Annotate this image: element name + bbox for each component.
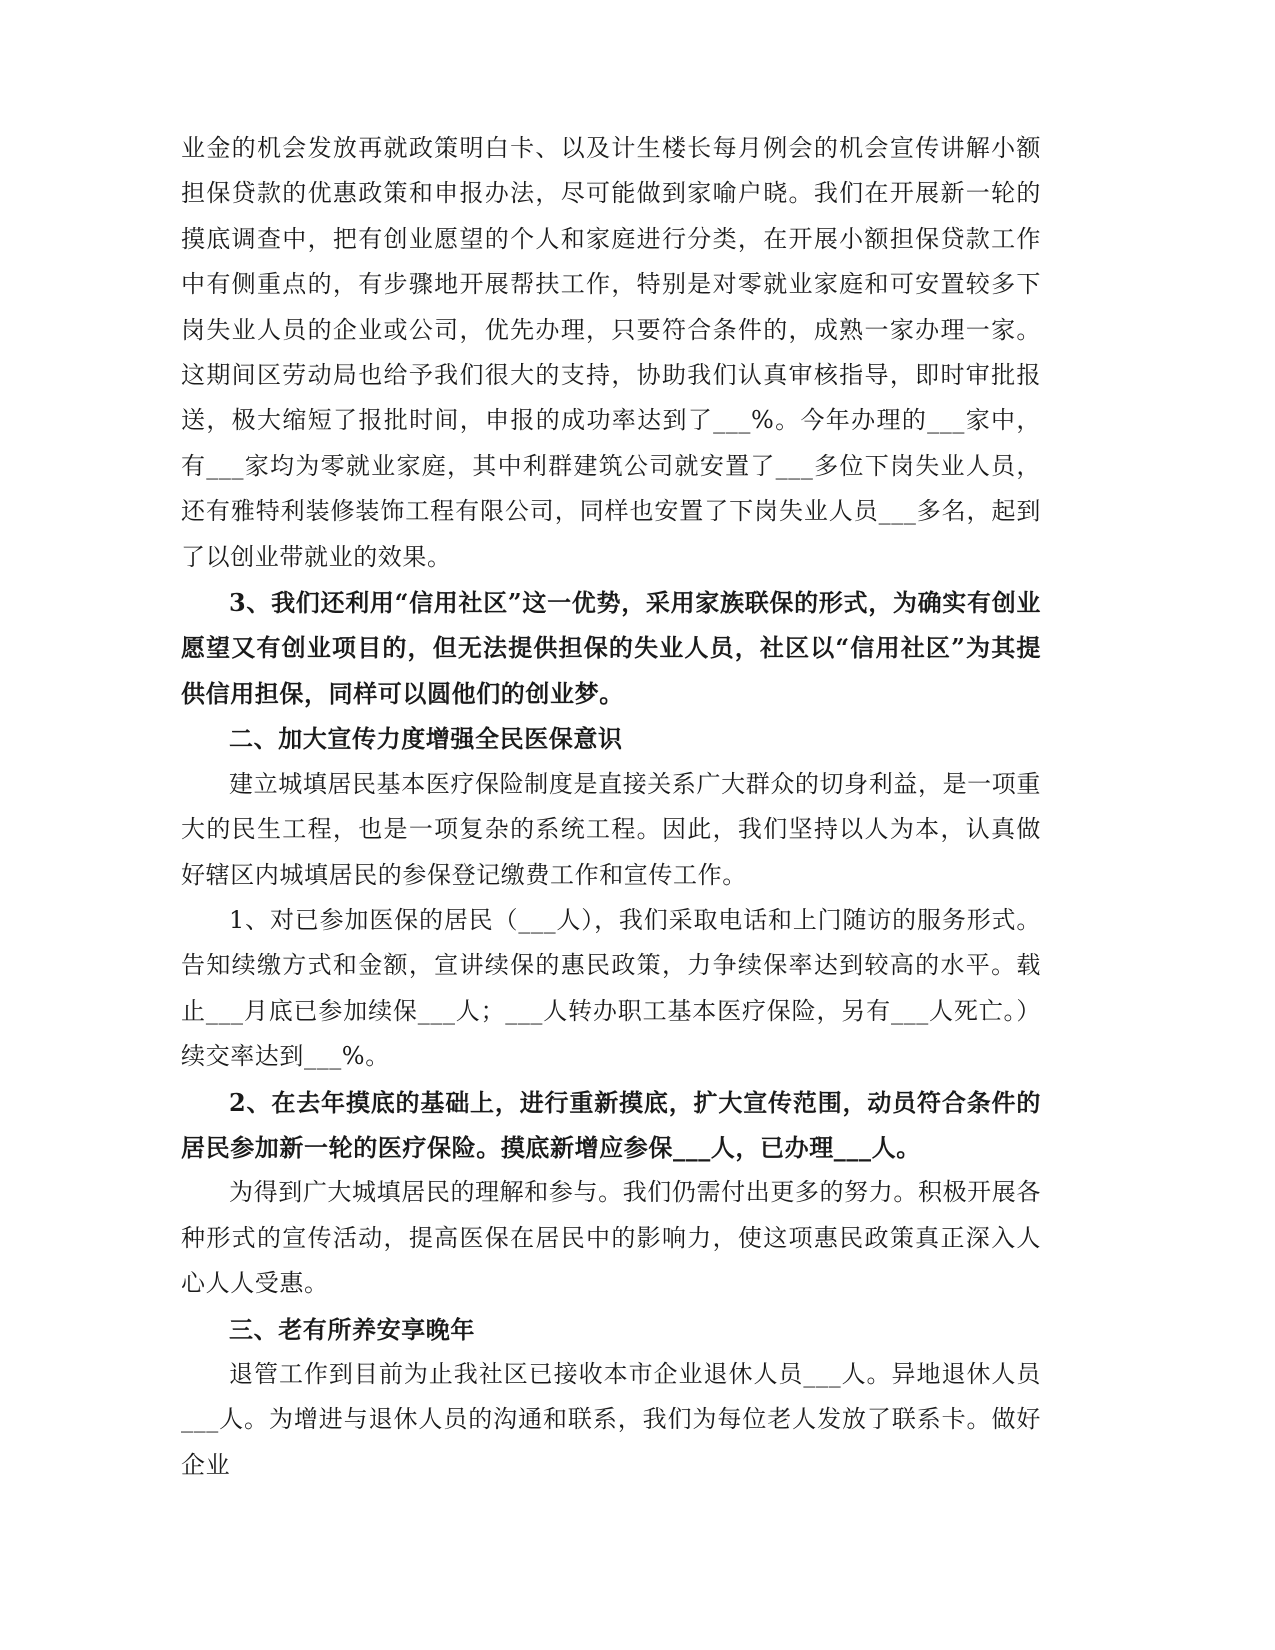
document-page: [181, 126, 1041, 1488]
paragraph-retiree-management: 退管工作到目前为止我社区已接收本市企业退休人员___人。异地退休人员___人。为增进与退休人员的沟通和联系，我们为每位老人发放了联系卡。做好企业: [181, 1359, 1041, 1479]
paragraph-credit-community: 3、我们还利用“信用社区”这一优势，采用家族联保的形式，为确实有创业愿望又有创业项目的，但无法提供担保的失业人员，社区以“信用社区”为其提供信用担保，同样可以圆他们的创业梦。: [181, 588, 1041, 708]
paragraph-medical-insurance-intro: 建立城填居民基本医疗保险制度是直接关系广大群众的切身利益，是一项重大的民生工程，也是一项复杂的系统工程。因此，我们坚持以人为本，认真做好辖区内城填居民的参保登记缴费工作和宣传工作。: [181, 769, 1041, 889]
section-heading-elderly-care: 三、老有所养安享晚年: [229, 1314, 475, 1344]
section-heading-medical-insurance: 二、加大宣传力度增强全民医保意识: [229, 724, 623, 754]
paragraph-promotion-efforts: 为得到广大城填居民的理解和参与。我们仍需付出更多的努力。积极开展各种形式的宣传活动，提高医保在居民中的影响力，使这项惠民政策真正深入人心人人受惠。: [181, 1178, 1041, 1298]
paragraph-renewal-insurance: 1、对已参加医保的居民（___人），我们采取电话和上门随访的服务形式。告知续缴方式和金额，宣讲续保的惠民政策，力争续保率达到较高的水平。载止___月底已参加续保___人；___人转办职工基本医疗保险，另有___人死亡。）续交率达到___%。: [181, 905, 1041, 1071]
paragraph-continued-loan-promotion: 业金的机会发放再就政策明白卡、以及计生楼长每月例会的机会宣传讲解小额担保贷款的优惠政策和申报办法，尽可能做到家喻户晓。我们在开展新一轮的摸底调查中，把有创业愿望的个人和家庭进行分类，在开展小额担保贷款工作中有侧重点的，有步骤地开展帮扶工作，特别是对零就业家庭和可安置较多下岗失业人员的企业或公司，优先办理，只要符合条件的，成熟一家办理一家。这期间区劳动局也给予我们很大的支持，协助我们认真审核指导，即时审批报送，极大缩短了报批时间，申报的成功率达到了___%。今年办理的___家中，有___家均为零就业家庭，其中利群建筑公司就安置了___多位下岗失业人员，还有雅特利装修装饰工程有限公司，同样也安置了下岗失业人员___多名，起到了以创业带就业的效果。: [181, 134, 1041, 571]
paragraph-new-enrollment: 2、在去年摸底的基础上，进行重新摸底，扩大宣传范围，动员符合条件的居民参加新一轮的医疗保险。摸底新增应参保___人，已办理___人。: [181, 1087, 1041, 1162]
